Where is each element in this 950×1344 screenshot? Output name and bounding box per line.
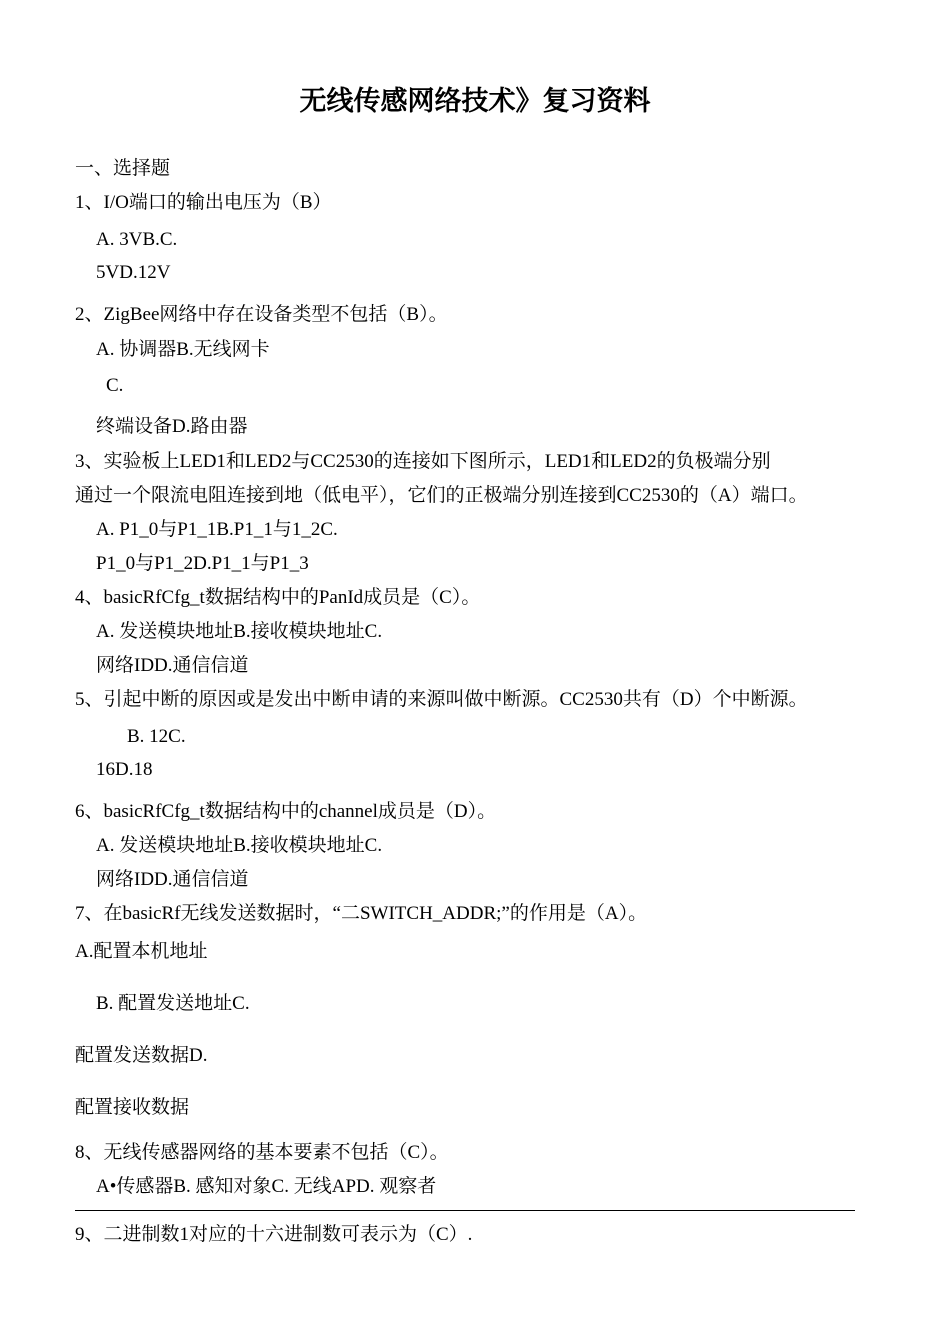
question-6-options-a: A. 发送模块地址B.接收模块地址C.: [96, 835, 383, 856]
question-2-options-c: 终端设备D.路由器: [96, 416, 248, 437]
question-2-options-b: C.: [106, 375, 124, 396]
question-8: 8、无线传感器网络的基本要素不包括（C）。: [75, 1142, 449, 1163]
question-4-options-a: A. 发送模块地址B.接收模块地址C.: [96, 621, 383, 642]
question-4: 4、basicRfCfg_t数据结构中的PanId成员是（C）。: [75, 587, 481, 608]
question-1-options-a: A. 3VB.C.: [96, 229, 178, 250]
question-6: 6、basicRfCfg_t数据结构中的channel成员是（D）。: [75, 801, 497, 822]
question-2-options-a: A. 协调器B.无线网卡: [96, 339, 270, 360]
question-3: 3、实验板上LED1和LED2与CC2530的连接如下图所示，LED1和LED2的负极端分别: [75, 451, 771, 472]
question-3-options-a: A. P1_0与P1_1B.P1_1与1_2C.: [96, 519, 338, 540]
question-1-options-b: 5VD.12V: [96, 262, 171, 283]
question-7-option-b: B. 配置发送地址C.: [96, 993, 250, 1014]
question-7-option-c: 配置发送数据D.: [75, 1045, 208, 1066]
section-heading: 一、选择题: [75, 158, 171, 179]
document-title: 无线传感网络技术》复习资料: [299, 86, 651, 117]
question-2: 2、ZigBee网络中存在设备类型不包括（B）。: [75, 304, 448, 325]
question-4-options-b: 网络IDD.通信信道: [96, 655, 249, 676]
question-5: 5、引起中断的原因或是发出中断申请的来源叫做中断源。CC2530共有（D）个中断源。: [75, 689, 808, 710]
question-1: 1、I/O端口的输出电压为（B）: [75, 192, 332, 213]
divider-rule: [75, 1210, 855, 1211]
question-5-options-a: B. 12C.: [127, 726, 186, 747]
question-8-options: A•传感器B. 感知对象C. 无线APD. 观察者: [96, 1176, 437, 1197]
question-6-options-b: 网络IDD.通信信道: [96, 869, 249, 890]
question-9: 9、二进制数1对应的十六进制数可表示为（C）.: [75, 1224, 473, 1245]
question-5-options-b: 16D.18: [96, 759, 153, 780]
question-7-option-d: 配置接收数据: [75, 1097, 190, 1118]
question-7-option-a: A.配置本机地址: [75, 941, 208, 962]
question-3-options-b: P1_0与P1_2D.P1_1与P1_3: [96, 553, 309, 574]
question-7: 7、在basicRf无线发送数据时，“二SWITCH_ADDR;”的作用是（A）。: [75, 903, 648, 924]
question-3-cont: 通过一个限流电阻连接到地（低电平），它们的正极端分别连接到CC2530的（A）端口。: [75, 485, 808, 506]
